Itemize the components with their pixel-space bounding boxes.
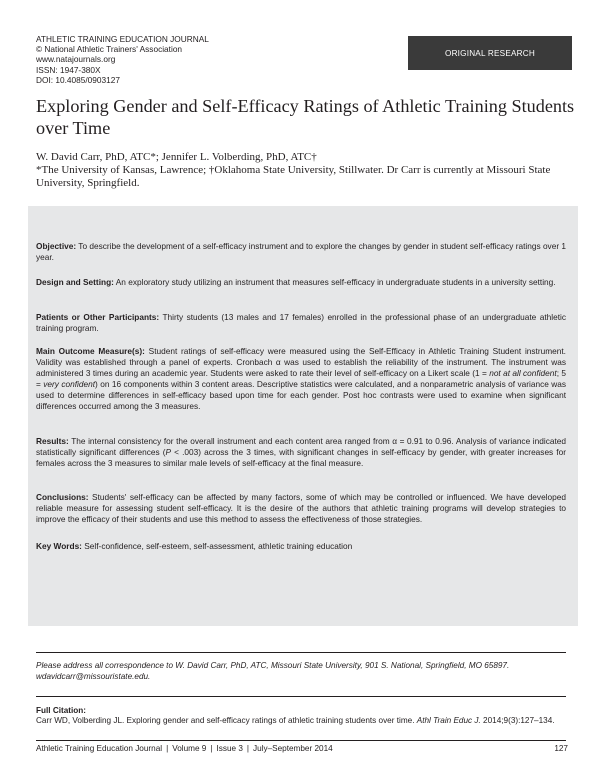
- page-footer: [36, 744, 568, 754]
- objective-label: Objective:: [36, 241, 77, 251]
- abstract-design: [36, 277, 566, 288]
- results-text-b: < .003) across the 3 times, with significant changes in self-efficacy by gender, with greater increases for females across the 3 measures to similar male levels of self-efficacy at the final measure.: [36, 447, 566, 468]
- copyright-line: © National Athletic Trainers' Association: [36, 44, 183, 55]
- citation-journal: Athl Train Educ J.: [416, 716, 481, 725]
- doi-line[interactable]: DOI: 10.4085/0903127: [36, 74, 120, 85]
- issn-line: ISSN: 1947-380X: [36, 64, 101, 75]
- measures-text-b: ; 5 =: [36, 368, 566, 389]
- abstract-outcome-measures: [36, 346, 566, 412]
- page-number: 127: [554, 744, 568, 753]
- abstract-objective: [36, 241, 566, 263]
- footer-journal: Athletic Training Education Journal: [36, 744, 163, 753]
- design-text: An exploratory study utilizing an instrument that measures self-efficacy in undergraduate students in a university setting.: [115, 277, 556, 287]
- keywords-label: Key Words:: [36, 541, 82, 551]
- results-text-a: The internal consistency for the overall instrument and each content area ranged from α = 0.91 to 0.96. Analysis of variance indicated statistically significant differences (: [36, 436, 566, 457]
- measures-text-a: Student ratings of self-efficacy were measured using the Self-Efficacy in Athletic Training Student instrument. Validity was established through a panel of experts. Cronbach α was used to establish the reliability of the instrument. The instrument was administered 3 times during an academic year. Students were asked to rate their level of self-efficacy on a Likert scale (1 =: [36, 346, 566, 378]
- journal-masthead: [36, 34, 209, 85]
- citation-heading: Full Citation:: [36, 706, 87, 715]
- article-title: Exploring Gender and Self-Efficacy Ratings of Athletic Training Students over Time: [36, 96, 575, 138]
- citation-divider: [36, 696, 566, 697]
- participants-text: Thirty students (13 males and 17 females) enrolled in the professional phase of an undergraduate athletic training program.: [36, 312, 566, 333]
- article-type-badge: ORIGINAL RESEARCH: [408, 36, 572, 70]
- author-affiliation: *The University of Kansas, Lawrence; †Oklahoma State University, Stillwater. Dr Carr is currently at Missouri State University, Springfield.: [36, 164, 551, 189]
- correspondence-note: Please address all correspondence to W. David Carr, PhD, ATC, Missouri State University, 901 S. National, Springfield, MO 65897. wdavidcarr@missouristate.edu.: [36, 661, 510, 681]
- conclusions-label: Conclusions:: [36, 492, 89, 502]
- correspondence-divider: [36, 652, 566, 653]
- abstract-results: [36, 436, 566, 469]
- measures-label: Main Outcome Measure(s):: [36, 346, 145, 356]
- objective-text: To describe the development of a self-efficacy instrument and to explore the changes by gender in student self-efficacy ratings over 1 year.: [36, 241, 567, 262]
- results-p-symbol: P: [165, 447, 172, 457]
- measures-scale-low: not at all confident: [489, 368, 557, 378]
- footer-volume: Volume 9: [172, 744, 207, 753]
- conclusions-text: Students' self-efficacy can be affected by many factors, some of which may be controlled or influenced. We have developed reliable measure for assessing student self-efficacy. It is the desire of the authors that athletic training programs will develop strategies to improve the efficacy of their students and use this method to assess the effectiveness of those strategies.: [36, 492, 566, 524]
- footer-issue-info: Athletic Training Education Journal | Volume 9 | Issue 3 | July–September 2014: [36, 744, 333, 753]
- measures-scale-high: very confident: [43, 379, 96, 389]
- journal-url[interactable]: www.natajournals.org: [36, 54, 116, 65]
- author-list: W. David Carr, PhD, ATC*; Jennifer L. Volberding, PhD, ATC†: [36, 151, 317, 163]
- abstract-participants: [36, 312, 566, 334]
- keywords-text: Self-confidence, self-esteem, self-assessment, athletic training education: [84, 541, 353, 551]
- footer-divider: [36, 740, 566, 741]
- abstract-background: [28, 206, 578, 626]
- footer-issue: Issue 3: [216, 744, 243, 753]
- citation-text-b: 2014;9(3):127–134.: [480, 716, 555, 725]
- abstract-keywords: [36, 541, 566, 552]
- design-label: Design and Setting:: [36, 277, 114, 287]
- participants-label: Patients or Other Participants:: [36, 312, 160, 322]
- citation-text-a: Carr WD, Volberding JL. Exploring gender and self-efficacy ratings of athletic training students over time.: [36, 716, 417, 725]
- journal-name: ATHLETIC TRAINING EDUCATION JOURNAL: [36, 34, 209, 44]
- abstract-conclusions: [36, 492, 566, 525]
- full-citation: [36, 716, 568, 727]
- measures-text-c: ) on 16 components within 3 content areas. Descriptive statistics were calculated, and a nonparametric analysis of variance was used to determine differences in self-efficacy based upon time for each gender. Post hoc contrasts were used to examine when significant differences occurred among the 3 measures.: [36, 379, 566, 411]
- results-label: Results:: [36, 436, 69, 446]
- footer-date: July–September 2014: [253, 744, 333, 753]
